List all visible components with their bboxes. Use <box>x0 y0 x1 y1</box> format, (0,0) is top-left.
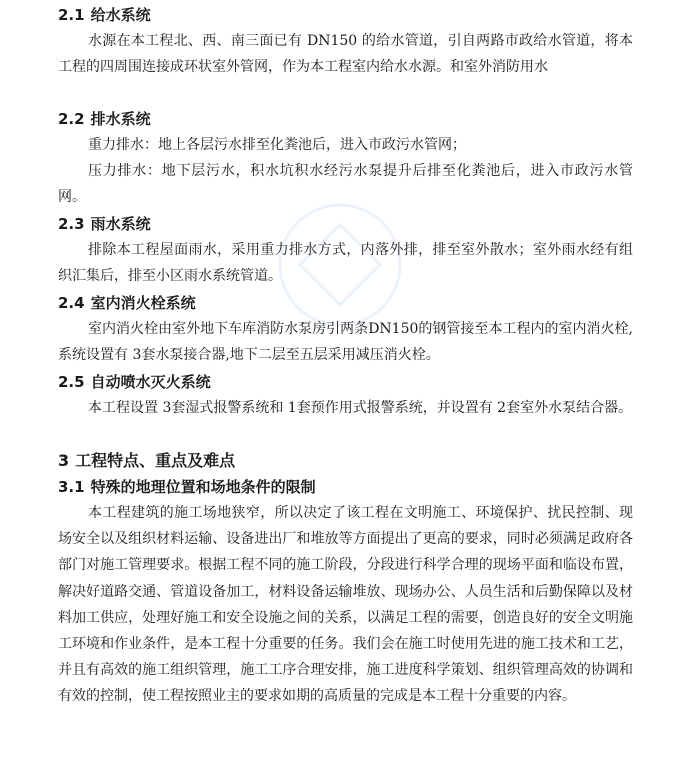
paragraph-pressure-drainage: 压力排水：地下层污水，积水坑积水经污水泵提升后排至化粪池后，进入市政污水管网。 <box>58 163 633 206</box>
paragraph-rainwater: 排除本工程屋面雨水，采用重力排水方式，内落外排，排至室外散水；室外雨水经有组织汇集后，排至小区雨水系统管道。 <box>58 242 633 285</box>
heading-title: 室内消火栓系统 <box>90 294 196 312</box>
heading-2-3 <box>58 211 151 237</box>
paragraph-gravity-drainage: 重力排水：地上各层污水排至化粪池后，进入市政污水管网； <box>88 137 466 153</box>
heading-title: 特殊的地理位置和场地条件的限制 <box>90 478 316 496</box>
paragraph-hydrant: 室内消火栓由室外地下车库消防水泵房引两条DN150的钢管接至本工程内的室内消火栓,系统设置有 3套水泵接合器,地下二层至五层采用减压消火栓。 <box>58 321 633 364</box>
heading-title: 给水系统 <box>90 6 151 24</box>
paragraph-site-constraints: 本工程建筑的施工场地狭窄，所以决定了该工程在文明施工、环境保护、扰民控制、现场安全以及组织材料运输、设备进出厂和堆放等方面提出了更高的要求，同时必须满足政府各部门对施工管理要求。根据工程不同的施工阶段，分段进行科学合理的现场平面和临设布置，解决好道路交通、管道设备加工，材料设备运输堆放、现场办公、人员生活和后勤保障以及材料加工供应，处理好施工和安全设施之间的关系，以满足工程的需要，创造良好的安全文明施工环境和作业条件，是本工程十分重要的任务。我们会在施工时使用先进的施工技术和工艺，并且有高效的施工组织管理，施工工序合理安排，施工进度科学策划、组织管理高效的协调和有效的控制，使工程按照业主的要求如期的高质量的完成是本工程十分重要的内容。 <box>58 505 633 705</box>
heading-number: 2.4 <box>58 294 85 312</box>
heading-title: 工程特点、重点及难点 <box>75 451 236 470</box>
heading-2-1 <box>58 2 151 28</box>
paragraph-sprinkler: 本工程设置 3套湿式报警系统和 1套预作用式报警系统，并设置有 2套室外水泵结合器。 <box>88 400 633 416</box>
heading-number: 3 <box>58 451 70 470</box>
heading-3-1 <box>58 474 316 500</box>
heading-2-4 <box>58 290 196 316</box>
heading-number: 2.2 <box>58 110 85 128</box>
heading-title: 雨水系统 <box>90 215 151 233</box>
heading-2-2 <box>58 106 151 132</box>
heading-2-5 <box>58 369 211 395</box>
heading-3 <box>58 448 235 474</box>
heading-title: 排水系统 <box>90 110 151 128</box>
heading-number: 2.1 <box>58 6 85 24</box>
paragraph-water-supply: 水源在本工程北、西、南三面已有 DN150 的给水管道，引自两路市政给水管道，将本工程的四周围连接成环状室外管网，作为本工程室内给水水源。和室外消防用水 <box>58 33 633 76</box>
heading-number: 2.3 <box>58 215 85 233</box>
heading-title: 自动喷水灭火系统 <box>90 373 211 391</box>
heading-number: 3.1 <box>58 478 85 496</box>
heading-number: 2.5 <box>58 373 85 391</box>
